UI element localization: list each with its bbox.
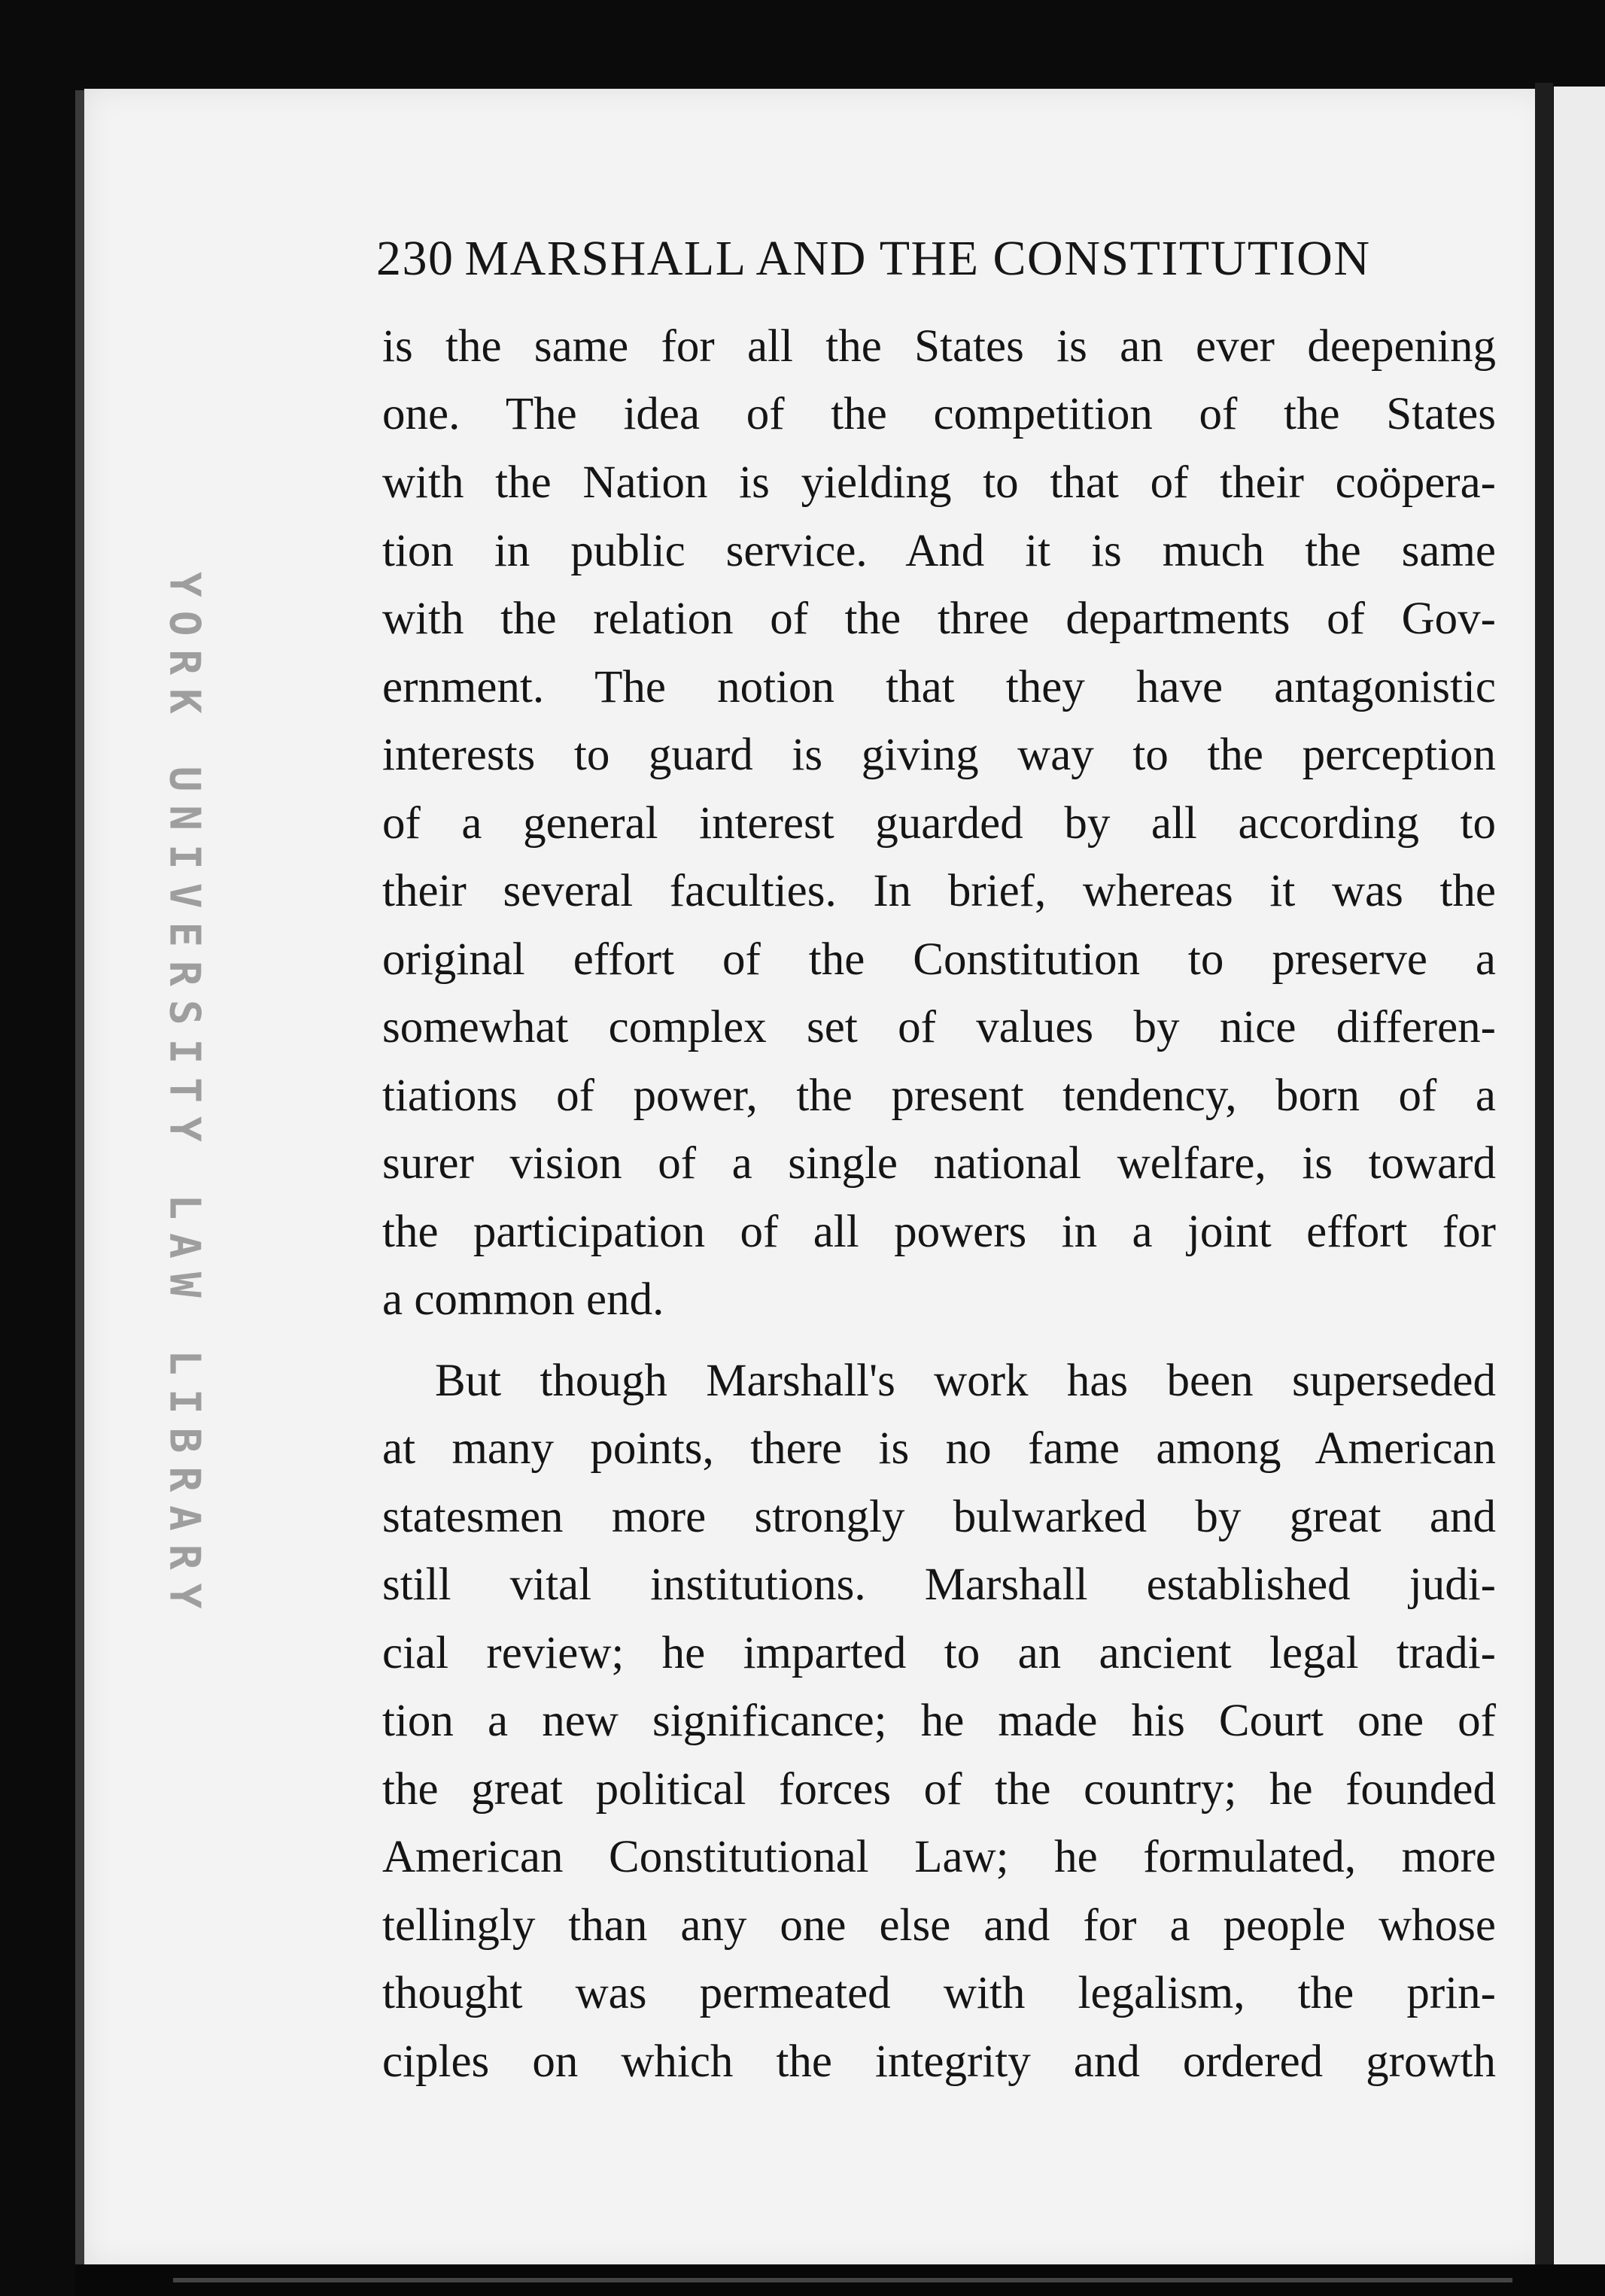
- body-line: a common end.: [382, 1274, 664, 1325]
- body-line: somewhat complex set of values by nice differen-: [382, 1002, 1496, 1052]
- body-line: at many points, there is no fame among American: [382, 1423, 1496, 1474]
- body-line: tellingly than any one else and for a people whose: [382, 1900, 1496, 1951]
- body-line: tiations of power, the present tendency, born of a: [382, 1071, 1496, 1121]
- body-line: ciples on which the integrity and ordered growth: [382, 2036, 1496, 2087]
- body-line: cial review; he imparted to an ancient legal tradi-: [382, 1628, 1496, 1678]
- running-header: [376, 227, 1505, 290]
- running-head-title: MARSHALL AND THE CONSTITUTION: [464, 231, 1371, 286]
- body-line: with the Nation is yielding to that of their coöpera-: [382, 457, 1496, 508]
- body-line: tion in public service. And it is much the same: [382, 526, 1496, 576]
- body-line: surer vision of a single national welfare, is toward: [382, 1138, 1496, 1189]
- body-line: interests to guard is giving way to the perception: [382, 730, 1496, 780]
- body-line: thought was permeated with legalism, the prin-: [382, 1968, 1496, 2018]
- body-line: But though Marshall's work has been superseded: [435, 1356, 1496, 1406]
- body-line: of a general interest guarded by all according to: [382, 798, 1496, 849]
- body-line: the great political forces of the country; he founded: [382, 1764, 1496, 1815]
- library-stamp: [135, 572, 233, 1623]
- body-line: the participation of all powers in a joint effort for: [382, 1207, 1496, 1257]
- page-edge-right: [1535, 83, 1553, 2279]
- page-number: 230: [376, 231, 454, 286]
- body-line: with the relation of the three departments of Gov-: [382, 594, 1496, 644]
- library-stamp-text: YORK UNIVERSITY LAW LIBRARY: [160, 572, 209, 1623]
- body-line: American Constitutional Law; he formulated, more: [382, 1832, 1496, 1882]
- body-line: one. The idea of the competition of the States: [382, 389, 1496, 439]
- adjacent-page-strip: [1554, 87, 1605, 2279]
- body-line: ernment. The notion that they have antagonistic: [382, 662, 1496, 712]
- body-line: tion a new significance; he made his Court one of: [382, 1696, 1496, 1746]
- body-line: original effort of the Constitution to preserve a: [382, 934, 1496, 985]
- body-line: still vital institutions. Marshall established judi-: [382, 1560, 1496, 1610]
- body-line: is the same for all the States is an ever deepening: [382, 321, 1496, 372]
- body-line: statesmen more strongly bulwarked by great and: [382, 1492, 1496, 1542]
- body-line: their several faculties. In brief, whereas it was the: [382, 866, 1496, 916]
- bottom-edge-line: [173, 2278, 1512, 2282]
